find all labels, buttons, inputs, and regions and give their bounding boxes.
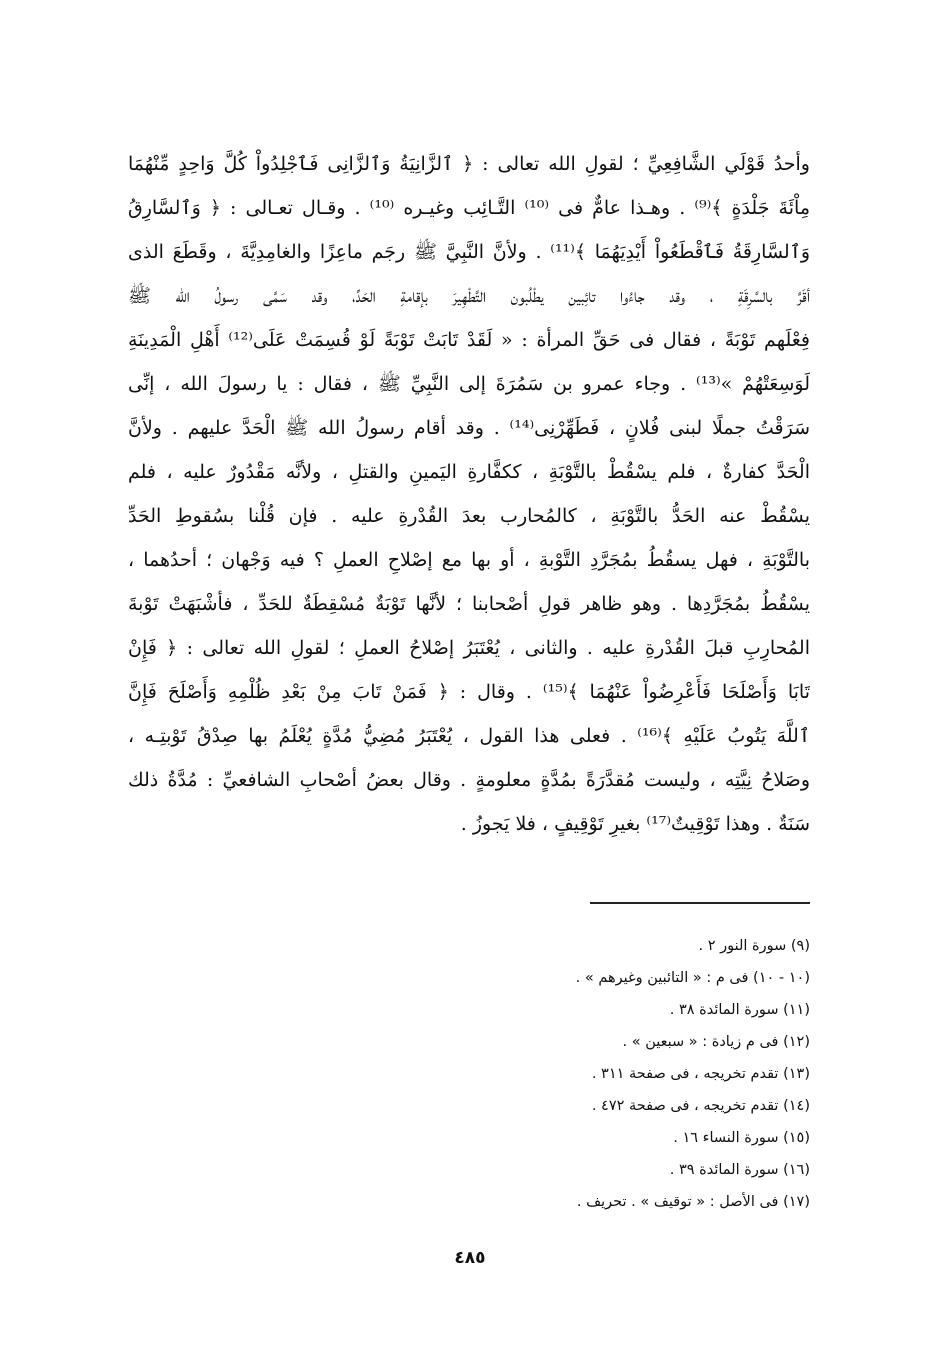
footnotes (330, 930, 810, 1218)
page-number: ٤٨٥ (454, 1248, 486, 1268)
text-line: يسْقُطْ عنه الحَدُّ بالتَّوْبَةِ ، كالمُحارب بعدَ القُدْرةِ عليه . فإن قُلْنا بسُقوطِ الحَدِّ (128, 505, 810, 527)
text-line: وصَلاحُ نِيَّتِه ، وليست مُقدَّرَةً بمُدَّةٍ معلومةٍ . وقال بعضُ أصْحابِ الشافعيِّ : مُدَّةُ ذلك (128, 769, 810, 791)
text-line: تَابَا وَأَصْلَحَا فَأَعْرِضُواْ عَنْهُمَا ﴾⁽¹⁵⁾ . وقال : ﴿ فَمَنْ تَابَ مِنْ بَعْدِ ظُلْمِهِ وَأَصْلَحَ فَإِنَّ (128, 681, 810, 703)
text-line: بالتَّوْبَةِ ، فهل يسقُطُ بمُجَرَّدِ التَّوْبةِ ، أو بها مع إصْلاحِ العملِ ؟ فيه وَجْهان ؛ أحدُهما ، (128, 549, 810, 571)
footnote: (١٢) فى م زيادة : « سبعين » . (622, 1034, 810, 1050)
footnote-separator (590, 902, 810, 904)
text-line: لَوَسِعَتْهُمْ »⁽¹³⁾ . وجاء عمرو بن سَمُرَةَ إلى النَّبِيِّ ﷺ ، فقال : يا رسولَ الله ، إنِّى (128, 373, 810, 395)
footnote: (١٤) تقدم تخريجه ، فى صفحة ٤٧٢ . (591, 1098, 810, 1114)
text-line: يسْقُطُ بمُجَرَّدِها . وهو ظاهر قولِ أصْحابنا ؛ لأنَّها تَوْبَةٌ مُسْقِطَةٌ للحَدِّ ، فأشْبَهَتْ تَوْبةَ (128, 593, 810, 615)
footnote: (١١) سورة المائدة ٣٨ . (669, 1002, 810, 1018)
main-text (128, 142, 810, 846)
footnote: (١٦) سورة المائدة ٣٩ . (669, 1162, 810, 1178)
footnote: (١٥) سورة النساء ١٦ . (673, 1130, 810, 1146)
footnote: (١٧) فى الأصل : « توقيف » . تحريف . (576, 1194, 810, 1210)
text-line: وأحدُ قَوْلَي الشَّافِعِيِّ ؛ لقولِ الله تعالى : ﴿ ٱلزَّانِيَةُ وَٱلزَّانِى فَٱجْلِدُواْ كُلَّ وَاحِدٍ مِّنْهُمَا (128, 153, 810, 175)
footnote: (٩) سورة النور ٢ . (698, 938, 810, 954)
footnote: (١٠ - ١٠) فى م : « التائبين وغيرهم » . (575, 970, 810, 986)
footnote: (١٣) تقدم تخريجه ، فى صفحة ٣١١ . (591, 1066, 810, 1082)
text-line: المُحارِبِ قبلَ القُدْرةِ عليه . والثانى ، يُعْتَبَرُ إصْلاحُ العملِ ؛ لقولِ الله تعالى : ﴿ فَإِنْ (128, 637, 810, 659)
text-line: أقَرَّ بالسَّرِقَةِ ، وقد جاءُوا تائِبين يطْلُبون التَّطْهِيرَ بإقامةِ الحَدِّ، وقد سَمَّى رسولُ الله ﷺ (128, 285, 810, 307)
text-line: سَنَةٌ . وهذا تَوْقِيتٌ⁽¹⁷⁾ بغيرِ تَوْقِيفٍ ، فلا يَجوزُ . (460, 813, 810, 835)
text-line: الْحَدَّ كفارةٌ ، فلم يسْقُطْ بالتَّوْبَةِ ، ككفَّارةِ اليَمينِ والقتلِ ، ولأنَّه مَقْدُورٌ عليه ، فلم (128, 461, 810, 483)
text-line: فِعْلَهم تَوْبَةً ، فقال فى حَقِّ المرأة : « لَقَدْ تَابَتْ تَوْبَةً لَوْ قُسِمَتْ عَلَى⁽¹²⁾ أَهْلِ الْمَدِينَةِ (128, 329, 810, 351)
text-line: ٱللَّهَ يَتُوبُ عَلَيْهِ ﴾⁽¹⁶⁾ . فعلى هذا القول ، يُعْتَبَرُ مُضِيُّ مُدَّةٍ يُعْلَمُ بها صِدْقُ تَوْبتِـه ، (128, 725, 810, 747)
text-line: سَرَقْتُ جملًا لبنى فُلانٍ ، فَطَهِّرْنِى⁽¹⁴⁾ . وقد أقام رسولُ الله ﷺ الْحَدَّ عليهم . ولأنَّ (128, 417, 810, 439)
text-line: وَٱلسَّارِقَةُ فَٱقْطَعُواْ أَيْدِيَهُمَا ﴾⁽¹¹⁾ . ولأنَّ النَّبِيَّ ﷺ رجَم ماعِزًا والغامِدِيَّةَ ، وقَطَعَ الذى (128, 241, 810, 263)
text-line: مِاْئَةَ جَلْدَةٍ ﴾⁽⁹⁾ . وهـذا عامٌّ فى ⁽¹⁰⁾ التَّـائِب وغيـره ⁽¹⁰⁾ . وقـال تعـالى : ﴿ وَٱلسَّارِقُ (128, 197, 810, 219)
